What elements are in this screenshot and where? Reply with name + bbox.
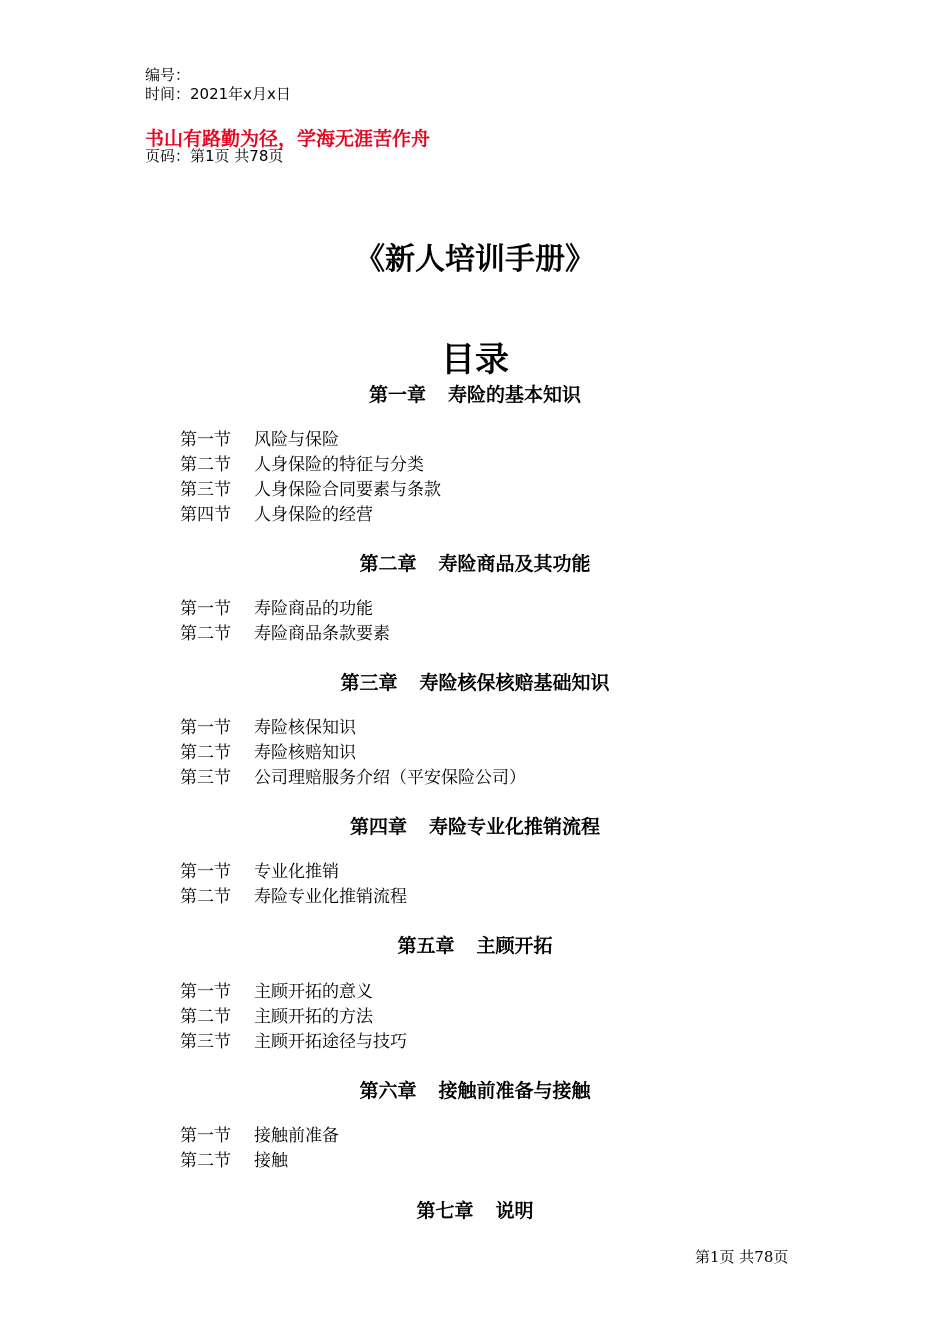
toc-section xyxy=(180,599,373,619)
section-title: 主顾开拓的方法 xyxy=(254,1007,373,1027)
section-number: 第一节 xyxy=(180,1126,231,1146)
toc-section xyxy=(180,480,441,500)
section-number: 第四节 xyxy=(180,505,231,525)
toc-section xyxy=(180,982,373,1002)
chapter-heading xyxy=(0,549,950,576)
section-number: 第二节 xyxy=(180,743,231,763)
chapter-heading xyxy=(0,1196,950,1223)
section-title: 寿险商品条款要素 xyxy=(254,624,390,644)
toc-section xyxy=(180,768,526,788)
toc-section xyxy=(180,743,356,763)
chapter-title: 寿险的基本知识 xyxy=(448,384,582,406)
section-number: 第二节 xyxy=(180,887,231,907)
section-title: 寿险专业化推销流程 xyxy=(254,887,407,907)
toc-section xyxy=(180,862,339,882)
toc-section xyxy=(180,718,356,738)
toc-section xyxy=(180,624,390,644)
motto-banner: 书山有路勤为径，学海无涯苦作舟 xyxy=(145,128,431,150)
chapter-heading xyxy=(0,931,950,958)
section-number: 第一节 xyxy=(180,430,231,450)
document-title: 《新人培训手册》 xyxy=(355,242,595,277)
chapter-number: 第三章 xyxy=(340,672,398,694)
toc-section xyxy=(180,1007,373,1027)
chapter-title: 接触前准备与接触 xyxy=(438,1080,591,1102)
chapter-title: 主顾开拓 xyxy=(476,935,553,957)
section-title: 主顾开拓途径与技巧 xyxy=(254,1032,407,1052)
section-title: 接触 xyxy=(254,1151,288,1171)
section-title: 接触前准备 xyxy=(254,1126,339,1146)
toc-section xyxy=(180,430,339,450)
chapter-title: 寿险专业化推销流程 xyxy=(429,816,601,838)
section-number: 第二节 xyxy=(180,1151,231,1171)
chapter-heading xyxy=(0,380,950,407)
section-number: 第一节 xyxy=(180,982,231,1002)
chapter-number: 第七章 xyxy=(416,1200,474,1222)
chapter-title: 寿险核保核赔基础知识 xyxy=(419,672,610,694)
section-title: 寿险核保知识 xyxy=(254,718,356,738)
chapter-number: 第六章 xyxy=(359,1080,417,1102)
toc-section xyxy=(180,455,424,475)
chapter-number: 第一章 xyxy=(368,384,426,406)
chapter-number: 第二章 xyxy=(359,553,417,575)
section-number: 第三节 xyxy=(180,1032,231,1052)
toc-heading: 目录 xyxy=(441,340,509,380)
toc-section xyxy=(180,1126,339,1146)
chapter-heading xyxy=(0,1076,950,1103)
section-number: 第二节 xyxy=(180,455,231,475)
section-title: 公司理赔服务介绍（平安保险公司） xyxy=(254,768,526,788)
chapter-heading xyxy=(0,668,950,695)
section-number: 第三节 xyxy=(180,768,231,788)
section-number: 第一节 xyxy=(180,862,231,882)
toc-section xyxy=(180,1032,407,1052)
section-title: 人身保险的特征与分类 xyxy=(254,455,424,475)
section-number: 第三节 xyxy=(180,480,231,500)
section-title: 主顾开拓的意义 xyxy=(254,982,373,1002)
section-title: 人身保险的经营 xyxy=(254,505,373,525)
section-number: 第一节 xyxy=(180,718,231,738)
document-number-label: 编号： xyxy=(145,66,191,84)
chapter-number: 第五章 xyxy=(397,935,455,957)
section-number: 第一节 xyxy=(180,599,231,619)
page-footer: 第1页 共78页 xyxy=(695,1248,789,1266)
page-count-label: 页码：第1页 共78页 xyxy=(145,147,284,165)
section-number: 第二节 xyxy=(180,624,231,644)
section-title: 寿险商品的功能 xyxy=(254,599,373,619)
toc-section xyxy=(180,887,407,907)
chapter-number: 第四章 xyxy=(349,816,407,838)
section-number: 第二节 xyxy=(180,1007,231,1027)
chapter-heading xyxy=(0,812,950,839)
section-title: 风险与保险 xyxy=(254,430,339,450)
section-title: 人身保险合同要素与条款 xyxy=(254,480,441,500)
document-date-label: 时间：2021年x月x日 xyxy=(145,85,291,103)
section-title: 专业化推销 xyxy=(254,862,339,882)
section-title: 寿险核赔知识 xyxy=(254,743,356,763)
chapter-title: 说明 xyxy=(495,1200,534,1222)
toc-section xyxy=(180,505,373,525)
toc-section xyxy=(180,1151,288,1171)
chapter-title: 寿险商品及其功能 xyxy=(438,553,591,575)
